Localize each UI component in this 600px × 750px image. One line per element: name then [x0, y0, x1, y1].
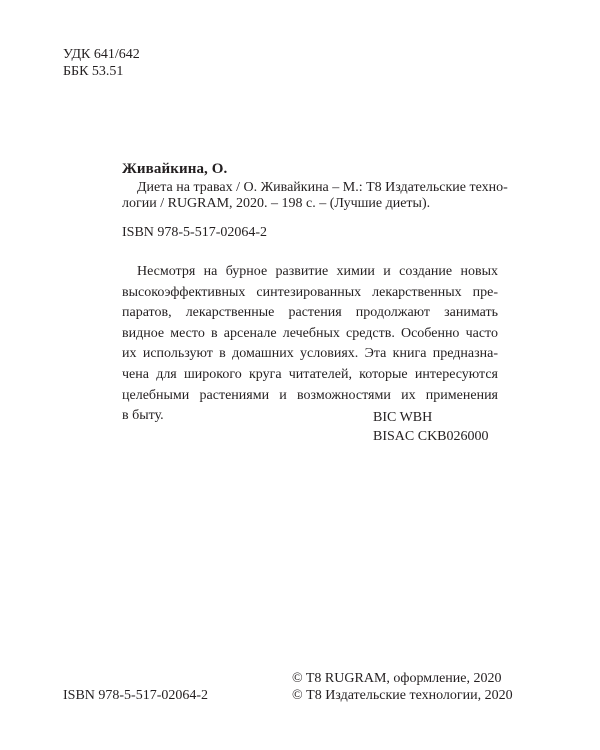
annotation-line: видное место в арсенале лечебных средств. Особенно часто [122, 325, 498, 341]
annotation-line: высокоэффективных синтезированных лекарственных пре- [122, 284, 498, 300]
udk-code: УДК 641/642 [63, 47, 140, 62]
isbn-top: ISBN 978-5-517-02064-2 [122, 225, 268, 240]
annotation-line: чена для широкого круга читателей, которые интересуются [122, 366, 498, 382]
annotation-line: паратов, лекарственные растения продолжают занимать [122, 305, 498, 321]
author-name: Живайкина, О. [122, 161, 228, 177]
bbk-code: ББК 53.51 [63, 64, 124, 79]
bisac-code: BISAC CKB026000 [373, 429, 489, 444]
copyright-publisher: © Т8 Издательские технологии, 2020 [292, 688, 513, 703]
annotation-line: их используют в домашних условиях. Эта книга предназна- [122, 346, 498, 362]
bibliographic-line-2: логии / RUGRAM, 2020. – 198 с. – (Лучшие диеты). [122, 196, 431, 211]
annotation-line: в быту. [122, 408, 164, 424]
annotation-line: целебными растениями и возможностями их применения [122, 387, 498, 403]
bic-code: BIC WBH [373, 410, 433, 425]
annotation-text [122, 262, 498, 427]
isbn-bottom: ISBN 978-5-517-02064-2 [63, 688, 209, 703]
annotation-line: Несмотря на бурное развитие химии и создание новых [137, 264, 498, 279]
copyright-design: © T8 RUGRAM, оформление, 2020 [292, 671, 502, 686]
bibliographic-line-1: Диета на травах / О. Живайкина – М.: Т8 Издательские техно- [137, 180, 508, 195]
